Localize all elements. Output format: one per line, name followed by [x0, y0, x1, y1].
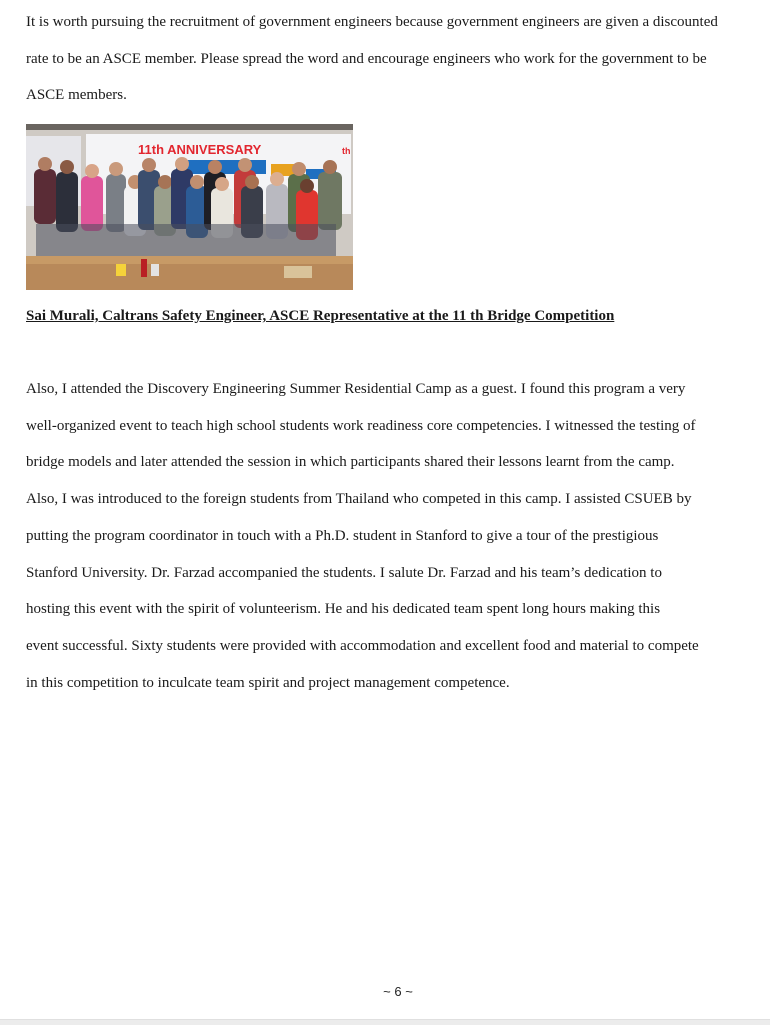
paragraph-line: It is worth pursuing the recruitment of government engineers because government engineers are given a discounted	[26, 14, 718, 30]
paragraph-line: Also, I was introduced to the foreign students from Thailand who competed in this camp. I assisted CSUEB by	[26, 491, 692, 508]
group-photo-illustration	[26, 124, 353, 290]
paragraph-line: in this competition to inculcate team spirit and project management competence.	[26, 674, 510, 691]
paragraph-line: event successful. Sixty students were provided with accommodation and excellent food and material to compete	[26, 637, 699, 654]
photo-caption: Sai Murali, Caltrans Safety Engineer, ASCE Representative at the 11 th Bridge Competition	[26, 308, 615, 324]
paragraph-line: hosting this event with the spirit of volunteerism. He and his dedicated team spent long hours making this	[26, 601, 661, 618]
page-edge	[0, 1019, 770, 1025]
svg-text:th: th	[342, 146, 351, 156]
paragraph-line: ASCE members.	[26, 87, 127, 104]
banner-text: 11th ANNIVERSARY	[138, 142, 262, 157]
paragraph-line: bridge models and later attended the session in which participants shared their lessons learnt from the camp.	[26, 454, 675, 471]
paragraph-line: well-organized event to teach high school students work readiness core competencies. I witnessed the testing of	[26, 417, 696, 434]
paragraph-line: putting the program coordinator in touch with a Ph.D. student in Stanford to give a tour of the prestigious	[26, 527, 659, 544]
camp-paragraph	[26, 371, 758, 701]
paragraph-line: Also, I attended the Discovery Engineering Summer Residential Camp as a guest. I found this program a very	[26, 381, 686, 397]
intro-paragraph	[26, 4, 758, 114]
paragraph-line: rate to be an ASCE member. Please spread the word and encourage engineers who work for the government to be	[26, 50, 707, 67]
group-photo	[26, 124, 353, 290]
page-number: ~ 6 ~	[383, 984, 413, 999]
paragraph-line: Stanford University. Dr. Farzad accompanied the students. I salute Dr. Farzad and his team’s dedication to	[26, 564, 662, 581]
